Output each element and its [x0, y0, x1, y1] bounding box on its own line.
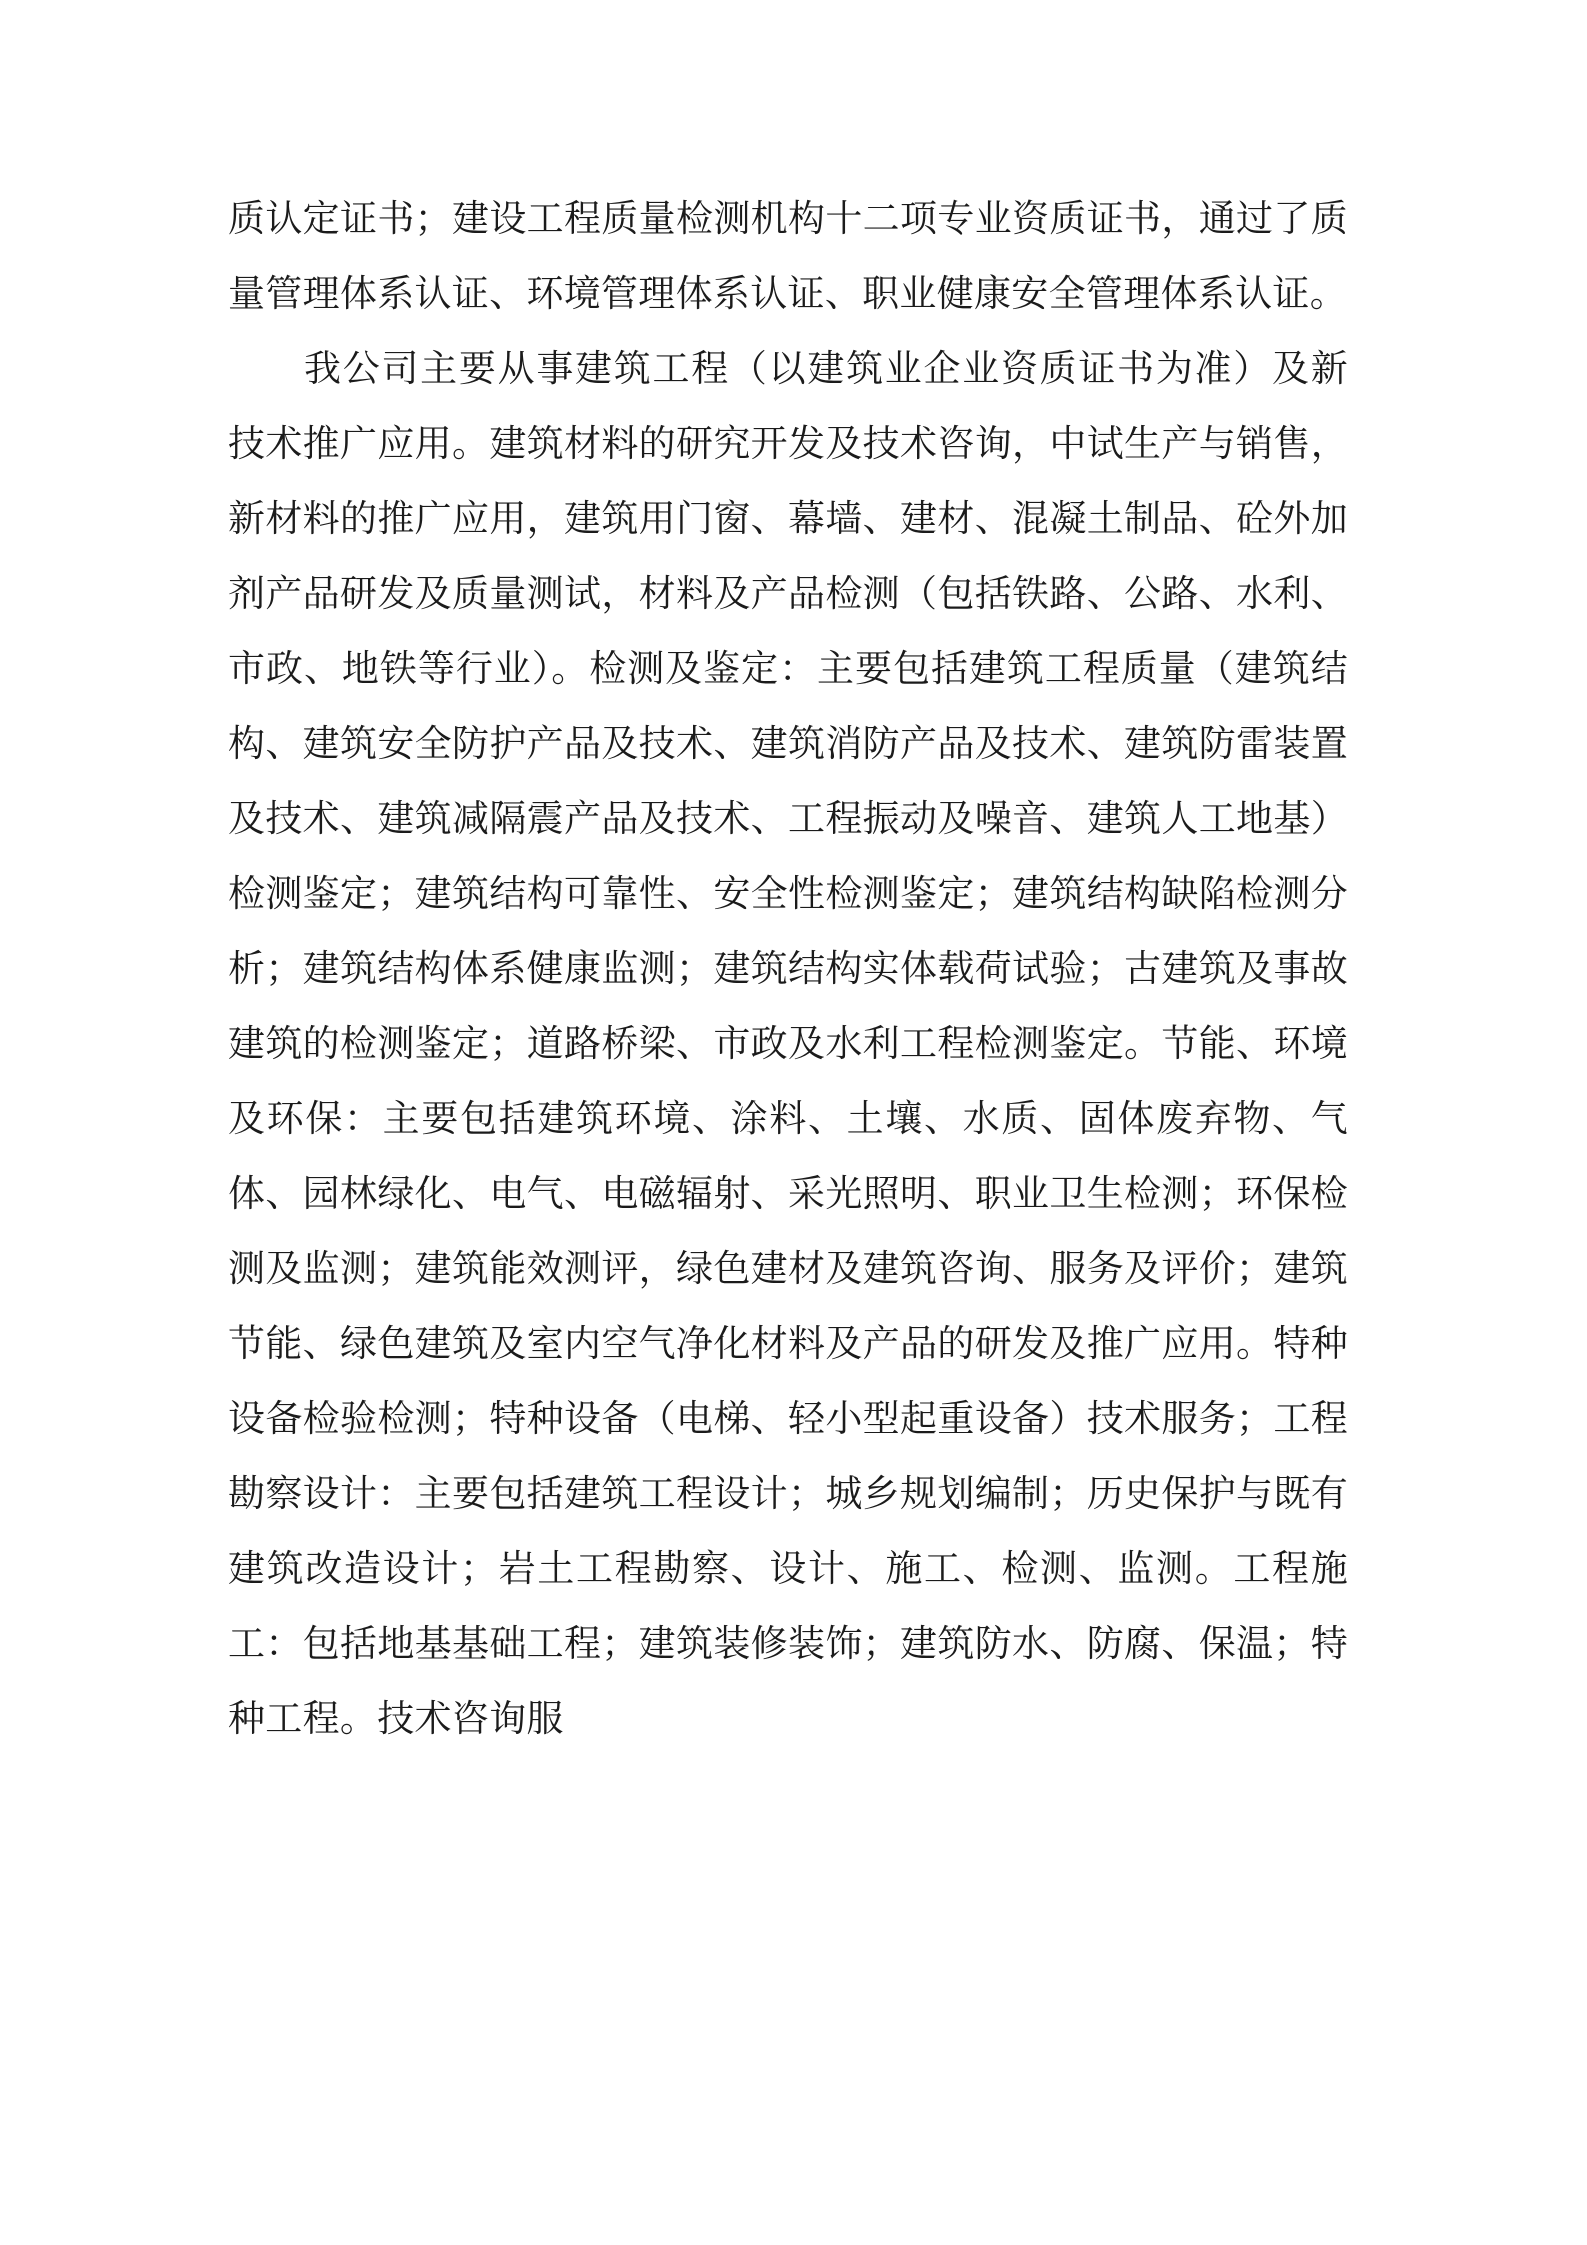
document-text-body [228, 182, 1348, 1757]
paragraph-1: 质认定证书；建设工程质量检测机构十二项专业资质证书，通过了质量管理体系认证、环境管理体系认证、职业健康安全管理体系认证。 [228, 199, 1348, 315]
paragraph-2: 我公司主要从事建筑工程（以建筑业企业资质证书为准）及新技术推广应用。建筑材料的研究开发及技术咨询，中试生产与销售，新材料的推广应用，建筑用门窗、幕墙、建材、混凝土制品、砼外加剂产品研发及质量测试，材料及产品检测（包括铁路、公路、水利、市政、地铁等行业）。检测及鉴定：主要包括建筑工程质量（建筑结构、建筑安全防护产品及技术、建筑消防产品及技术、建筑防雷装置及技术、建筑减隔震产品及技术、工程振动及噪音、建筑人工地基）检测鉴定；建筑结构可靠性、安全性检测鉴定；建筑结构缺陷检测分析；建筑结构体系健康监测；建筑结构实体载荷试验；古建筑及事故建筑的检测鉴定；道路桥梁、市政及水利工程检测鉴定。节能、环境及环保：主要包括建筑环境、涂料、土壤、水质、固体废弃物、气体、园林绿化、电气、电磁辐射、采光照明、职业卫生检测；环保检测及监测；建筑能效测评，绿色建材及建筑咨询、服务及评价；建筑节能、绿色建筑及室内空气净化材料及产品的研发及推广应用。特种设备检验检测；特种设备（电梯、轻小型起重设备）技术服务；工程勘察设计：主要包括建筑工程设计；城乡规划编制；历史保护与既有建筑改造设计；岩土工程勘察、设计、施工、检测、监测。工程施工：包括地基基础工程；建筑装修装饰；建筑防水、防腐、保温；特种工程。技术咨询服 [228, 349, 1348, 1740]
